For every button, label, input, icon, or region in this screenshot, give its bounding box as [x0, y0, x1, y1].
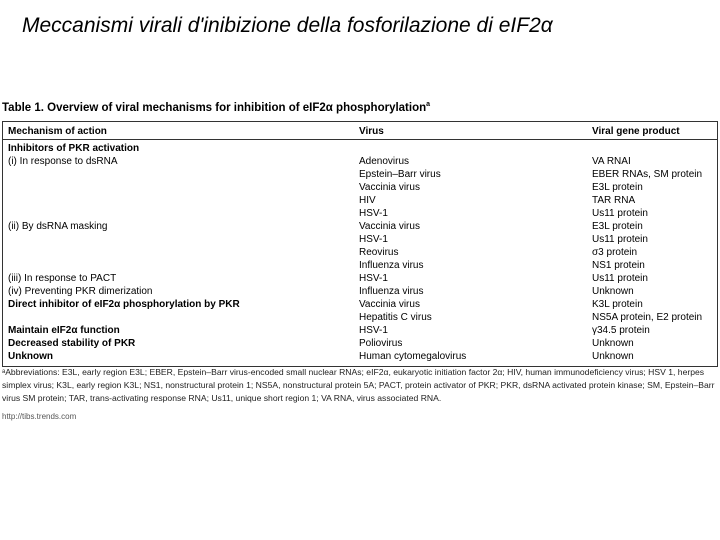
table-row — [3, 273, 717, 286]
cell-virus: Reovirus — [359, 247, 399, 258]
cell-virus: Human cytomegalovirus — [359, 351, 467, 362]
header-product: Viral gene product — [592, 126, 680, 137]
cell-mechanism: (iv) Preventing PKR dimerization — [8, 286, 153, 297]
table-caption — [2, 101, 430, 114]
cell-virus: HSV-1 — [359, 234, 388, 245]
cell-product: Unknown — [592, 286, 634, 297]
cell-product: K3L protein — [592, 299, 643, 310]
table-row — [3, 156, 717, 169]
header-mechanism: Mechanism of action — [8, 126, 107, 137]
cell-virus: HSV-1 — [359, 325, 388, 336]
caption-text: Table 1. Overview of viral mechanisms for inhibition of eIF2α phosphorylation — [2, 101, 427, 114]
cell-virus: Vaccinia virus — [359, 221, 420, 232]
footnote: ᵃAbbreviations: E3L, early region E3L; EBER, Epstein–Barr virus-encoded small nuclear RNAs; eIF2α, eukaryotic initiation factor 2α; HIV, human immunodeficiency virus; HSV 1, herpes simplex virus; K3L, early region K3L; NS1, nonstructural protein 1; NS5A, nonstructural protein 5A; PACT, protein activator of PKR; PKR, dsRNA activated protein kinase; SM, Epstein–Barr virus SM protein; TAR, trans-activating response RNA; Us11, unique short region 1; VA RNA, virus associated RNA. — [2, 367, 715, 403]
table-row — [3, 143, 717, 156]
cell-product: Us11 protein — [592, 234, 648, 245]
cell-product: Unknown — [592, 351, 634, 362]
header-divider — [3, 139, 717, 140]
cell-product: TAR RNA — [592, 195, 636, 206]
cell-virus: Hepatitis C virus — [359, 312, 432, 323]
cell-mechanism: Direct inhibitor of eIF2α phosphorylation by PKR — [8, 299, 240, 310]
cell-product: E3L protein — [592, 221, 643, 232]
cell-product: E3L protein — [592, 182, 643, 193]
table-row — [3, 299, 717, 312]
slide-title: Meccanismi virali d'inibizione della fosforilazione di eIF2α — [22, 14, 553, 37]
cell-product: Unknown — [592, 338, 634, 349]
table-row — [3, 247, 717, 260]
cell-mechanism: (i) In response to dsRNA — [8, 156, 118, 167]
source-url: http://tibs.trends.com — [2, 412, 77, 421]
cell-product: EBER RNAs, SM protein — [592, 169, 703, 180]
cell-product: NS1 protein — [592, 260, 645, 271]
cell-product: σ3 protein — [592, 247, 638, 258]
caption-footnote-mark: a — [426, 101, 431, 108]
cell-mechanism: Decreased stability of PKR — [8, 338, 136, 349]
table-row — [3, 221, 717, 234]
cell-product: Us11 protein — [592, 273, 648, 284]
cell-virus: HSV-1 — [359, 273, 388, 284]
table-row — [3, 208, 717, 221]
table-row — [3, 234, 717, 247]
cell-product: Us11 protein — [592, 208, 648, 219]
cell-virus: Vaccinia virus — [359, 299, 420, 310]
cell-virus: Influenza virus — [359, 286, 424, 297]
cell-virus: Adenovirus — [359, 156, 410, 167]
cell-mechanism: Maintain eIF2α function — [8, 325, 120, 336]
table-row — [3, 260, 717, 273]
cell-mechanism: (ii) By dsRNA masking — [8, 221, 108, 232]
table-row — [3, 325, 717, 338]
cell-virus: HIV — [359, 195, 376, 206]
cell-product: NS5A protein, E2 protein — [592, 312, 703, 323]
cell-virus: HSV-1 — [359, 208, 388, 219]
table-row — [3, 338, 717, 351]
cell-mechanism: (iii) In response to PACT — [8, 273, 117, 284]
header-virus: Virus — [359, 126, 384, 137]
mechanisms-table — [2, 121, 718, 367]
table-row — [3, 312, 717, 325]
table-row — [3, 182, 717, 195]
table-row — [3, 195, 717, 208]
cell-mechanism: Unknown — [8, 351, 53, 362]
cell-virus: Influenza virus — [359, 260, 424, 271]
cell-product: VA RNAI — [592, 156, 631, 167]
table-row — [3, 286, 717, 299]
cell-product: γ34.5 protein — [592, 325, 650, 336]
cell-virus: Epstein–Barr virus — [359, 169, 441, 180]
cell-virus: Vaccinia virus — [359, 182, 420, 193]
cell-virus: Poliovirus — [359, 338, 403, 349]
table-row — [3, 351, 717, 364]
cell-mechanism: Inhibitors of PKR activation — [8, 143, 140, 154]
table-row — [3, 169, 717, 182]
